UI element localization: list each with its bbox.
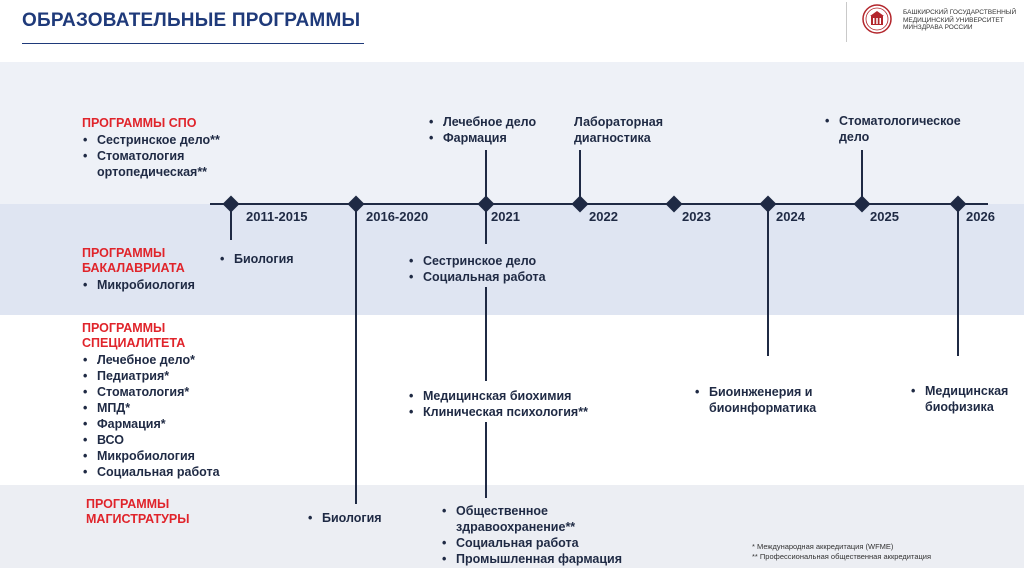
event-text-line2: здравоохранение** xyxy=(456,520,576,534)
event-2021-bachelor xyxy=(408,253,578,285)
footnotes xyxy=(752,542,931,562)
list-item: • Педиатрия* xyxy=(82,368,252,384)
connector-2024-specialty xyxy=(767,204,769,356)
connector-2021-master xyxy=(485,422,487,498)
university-name-line1: БАШКИРСКИЙ ГОСУДАРСТВЕННЫЙ xyxy=(903,9,1017,16)
event-text-line1: Общественное xyxy=(456,504,549,518)
list-item: • Стоматология ортопедическая** xyxy=(82,148,227,180)
event-text-line2: дело xyxy=(839,130,870,144)
event-text-line1: Медицинская xyxy=(925,384,1009,398)
event-2021-spo xyxy=(428,114,568,146)
category-heading-line2: МАГИСТРАТУРЫ xyxy=(86,512,190,526)
year-label: 2025 xyxy=(870,209,899,224)
category-heading: ПРОГРАММЫ СПО xyxy=(82,116,197,130)
event-2026-specialty xyxy=(910,383,1020,415)
category-heading-line1: ПРОГРАММЫ xyxy=(82,321,166,335)
list-item: • Промышленная фармация xyxy=(441,551,641,567)
event-2021-specialty xyxy=(408,388,608,420)
list-item: • Клиническая психология** xyxy=(408,404,608,420)
year-label: 2024 xyxy=(776,209,805,224)
list-item: • МПД* xyxy=(82,400,252,416)
event-text-line2: биофизика xyxy=(925,400,994,414)
list-item: • Биология xyxy=(219,251,339,267)
category-list xyxy=(82,132,272,180)
university-name xyxy=(903,9,1023,32)
category-list xyxy=(82,352,252,480)
year-label: 2026 xyxy=(966,209,995,224)
event-2021-master xyxy=(441,503,641,567)
year-label: 2021 xyxy=(491,209,520,224)
list-item: • Микробиология xyxy=(82,448,252,464)
list-item xyxy=(441,503,641,535)
list-item xyxy=(694,384,844,416)
event-text-line1: Биоинженерия и xyxy=(709,385,813,399)
category-heading-line2: БАКАЛАВРИАТА xyxy=(82,261,185,275)
year-label: 2011-2015 xyxy=(246,209,308,224)
connector-2026-specialty xyxy=(957,204,959,356)
category-specialty xyxy=(82,321,252,480)
university-name-line2: МЕДИЦИНСКИЙ УНИВЕРСИТЕТ xyxy=(903,16,1004,24)
list-item: • Лечебное дело xyxy=(428,114,568,130)
event-2025-spo xyxy=(824,113,984,145)
list-item: • Лечебное дело* xyxy=(82,352,252,368)
category-spo xyxy=(82,116,272,180)
connector-2021-specialty xyxy=(485,287,487,381)
list-item: • Сестринское дело** xyxy=(82,132,272,148)
event-text-line2: диагностика xyxy=(574,131,651,145)
event-2022-spo xyxy=(574,114,694,146)
list-item: • Социальная работа xyxy=(408,269,578,285)
list-item xyxy=(824,113,984,145)
timeline-axis xyxy=(210,203,988,205)
list-item: • Фармация xyxy=(428,130,568,146)
category-heading-line1: ПРОГРАММЫ xyxy=(82,246,166,260)
category-heading-line1: ПРОГРАММЫ xyxy=(86,497,170,511)
list-item: • Медицинская биохимия xyxy=(408,388,608,404)
page-title: ОБРАЗОВАТЕЛЬНЫЕ ПРОГРАММЫ xyxy=(22,10,361,31)
connector-2016-master xyxy=(355,204,357,504)
category-list xyxy=(82,277,232,293)
event-text-line1: Лабораторная xyxy=(574,115,664,129)
university-emblem-icon xyxy=(862,4,892,34)
event-2024-specialty xyxy=(694,384,844,416)
list-item: • Социальная работа xyxy=(82,464,252,480)
list-item: • Сестринское дело xyxy=(408,253,578,269)
list-item: • Фармация* xyxy=(82,416,252,432)
event-2011-bachelor xyxy=(219,251,339,267)
list-item: • Социальная работа xyxy=(441,535,641,551)
category-bachelor xyxy=(82,246,232,293)
title-underline xyxy=(22,43,364,44)
event-2016-master xyxy=(307,510,417,526)
event-text-line1: Стоматологическое xyxy=(839,114,961,128)
university-name-line3: МИНЗДРАВА РОССИИ xyxy=(903,24,973,31)
list-item: • Стоматология* xyxy=(82,384,252,400)
footnote-2: ** Профессиональная общественная аккредитация xyxy=(752,552,932,561)
list-item xyxy=(910,383,1020,415)
footnote-1: * Международная аккредитация (WFME) xyxy=(752,542,894,551)
logo-divider xyxy=(846,2,847,42)
event-text-line2: биоинформатика xyxy=(709,401,817,415)
list-item: • Микробиология xyxy=(82,277,232,293)
year-label: 2022 xyxy=(589,209,618,224)
category-heading-line2: СПЕЦИАЛИТЕТА xyxy=(82,336,186,350)
year-label: 2023 xyxy=(682,209,711,224)
year-label: 2016-2020 xyxy=(366,209,429,224)
list-item: • Биология xyxy=(307,510,417,526)
list-item: • ВСО xyxy=(82,432,252,448)
category-master xyxy=(86,497,236,527)
